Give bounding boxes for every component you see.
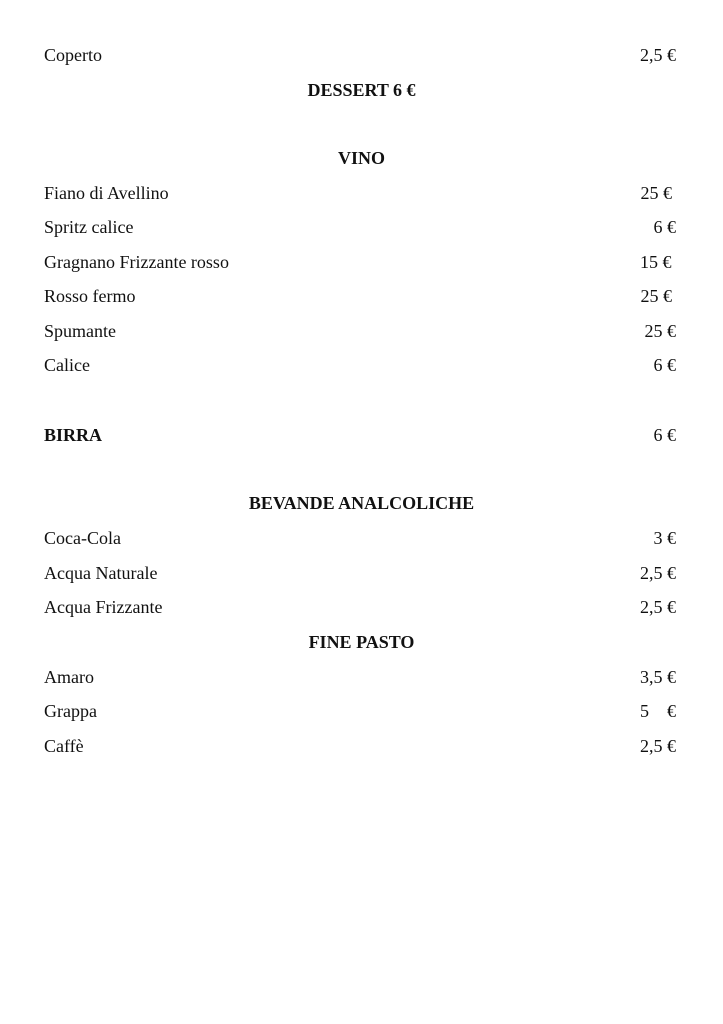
item-price: 25 € bbox=[640, 286, 672, 306]
item-price: 6 € bbox=[653, 217, 676, 237]
menu-item bbox=[44, 354, 676, 376]
item-price: 2,5 € bbox=[640, 45, 676, 65]
item-name: Acqua Frizzante bbox=[44, 597, 163, 617]
menu-item bbox=[44, 251, 676, 273]
menu-item bbox=[44, 700, 676, 722]
menu-item bbox=[44, 216, 676, 238]
item-price: 2,5 € bbox=[640, 563, 676, 583]
item-name: Coca-Cola bbox=[44, 528, 121, 548]
menu-item bbox=[44, 666, 676, 688]
menu-item bbox=[44, 735, 676, 757]
item-price: 2,5 € bbox=[640, 736, 676, 756]
item-name: Calice bbox=[44, 355, 90, 375]
section-title-analcoliche: BEVANDE ANALCOLICHE bbox=[248, 493, 475, 513]
item-price: 25 € bbox=[640, 183, 672, 203]
item-price: 15 € bbox=[640, 252, 676, 272]
item-price: 5 € bbox=[640, 701, 676, 721]
item-name: Spumante bbox=[44, 321, 116, 341]
item-name: Rosso fermo bbox=[44, 286, 136, 306]
item-name: Grappa bbox=[44, 701, 97, 721]
item-name: Spritz calice bbox=[44, 217, 134, 237]
menu-item bbox=[44, 182, 676, 204]
menu-item bbox=[44, 562, 676, 584]
item-name: Amaro bbox=[44, 667, 94, 687]
item-name: Gragnano Frizzante rosso bbox=[44, 252, 229, 272]
item-name: Coperto bbox=[44, 45, 102, 65]
menu-item bbox=[44, 285, 676, 307]
item-price: 6 € bbox=[653, 425, 676, 445]
menu-item-coperto bbox=[44, 44, 676, 66]
item-name: Acqua Naturale bbox=[44, 563, 158, 583]
menu-item bbox=[44, 596, 676, 618]
item-name: Caffè bbox=[44, 736, 84, 756]
section-dessert: DESSERT 6 € bbox=[307, 80, 416, 100]
menu-item bbox=[44, 527, 676, 549]
item-price: 2,5 € bbox=[640, 597, 676, 617]
item-price: 6 € bbox=[653, 355, 676, 375]
item-price: 3 € bbox=[653, 528, 676, 548]
item-price: 25 € bbox=[644, 321, 676, 341]
item-name: BIRRA bbox=[44, 425, 103, 445]
menu-item bbox=[44, 320, 676, 342]
menu-item-birra bbox=[44, 424, 676, 446]
section-title-fine-pasto: FINE PASTO bbox=[308, 632, 415, 652]
section-title-vino: VINO bbox=[337, 148, 385, 168]
item-price: 3,5 € bbox=[640, 667, 676, 687]
item-name: Fiano di Avellino bbox=[44, 183, 169, 203]
